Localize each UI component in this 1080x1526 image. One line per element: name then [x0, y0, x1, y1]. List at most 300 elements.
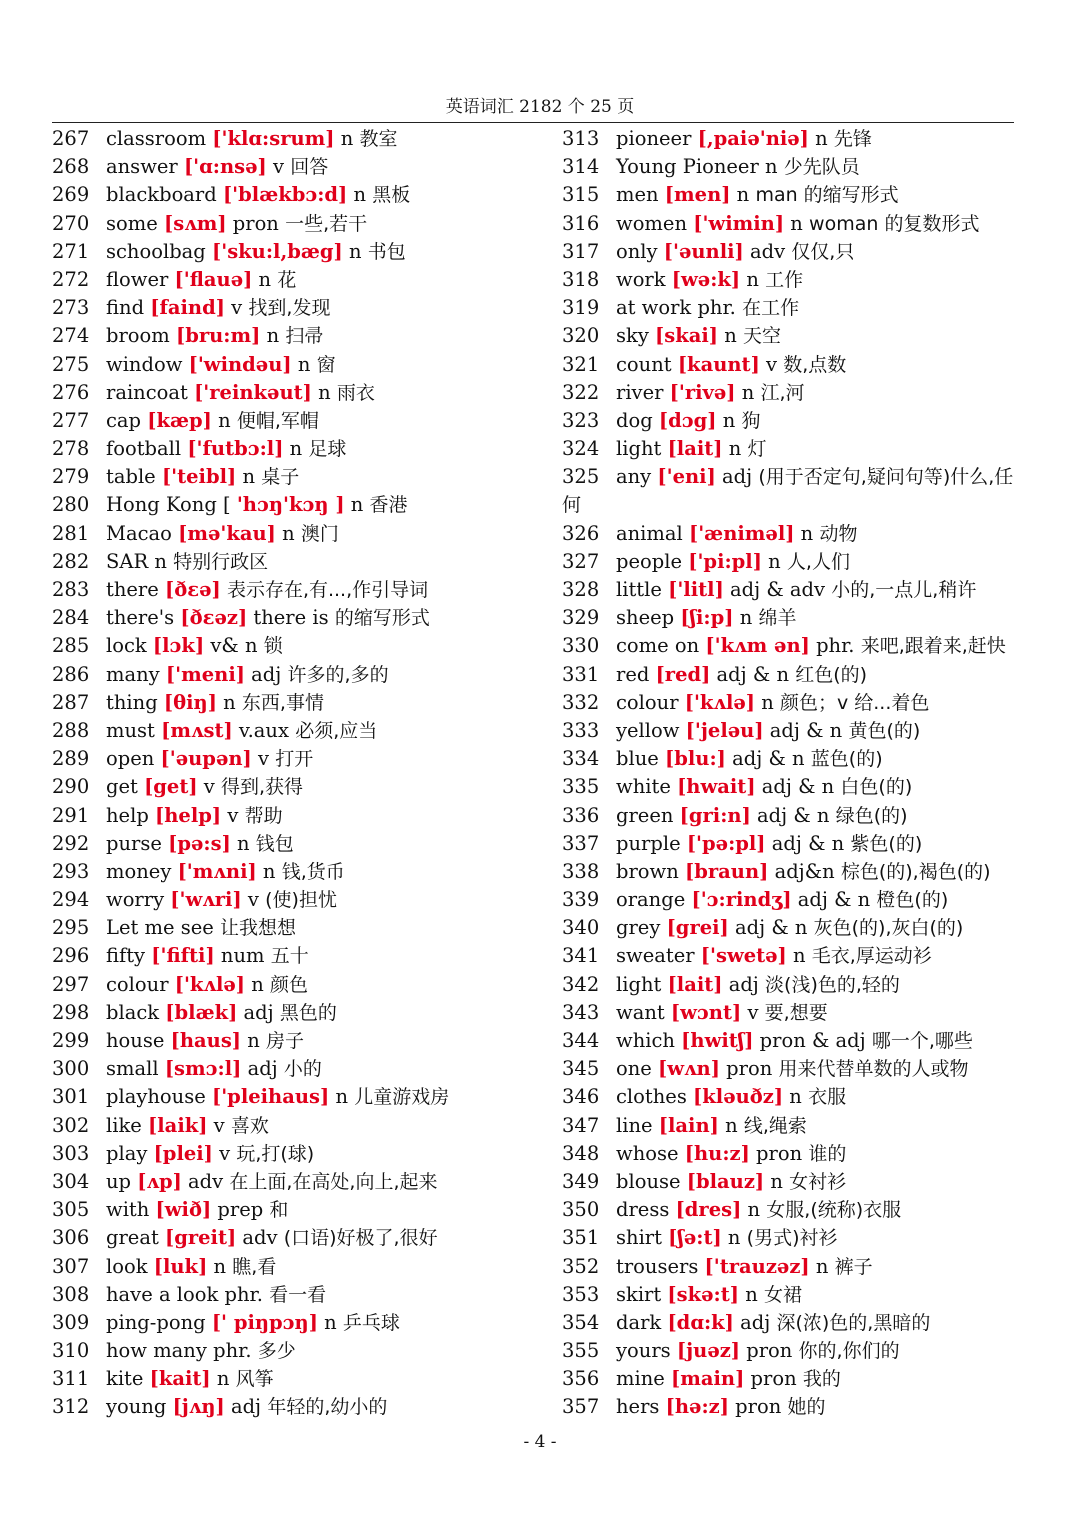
vocab-entry: [52, 1196, 507, 1224]
entry-phonetic: [kait]: [149, 1367, 211, 1391]
entry-word: sheep: [616, 606, 675, 630]
entry-phonetic: ['klɑ:srum]: [212, 127, 335, 150]
vocab-entry: [52, 210, 507, 238]
entry-meaning: 扫帚: [285, 325, 324, 348]
entry-phonetic: [mʌst]: [161, 718, 233, 742]
entry-body: [106, 1337, 507, 1365]
entry-body: [616, 322, 1017, 350]
entry-number: 332: [562, 690, 600, 714]
entry-part-of-speech: n: [223, 690, 236, 714]
entry-part-of-speech: there is: [253, 606, 329, 630]
entry-body: [616, 351, 1017, 379]
entry-phonetic: [ʃə:t]: [668, 1226, 722, 1250]
entry-number: 325: [562, 465, 600, 489]
entry-word: look: [106, 1254, 148, 1278]
entry-meaning: 天空: [743, 325, 782, 348]
entry-meaning: 书包: [367, 240, 406, 263]
vocab-entry: [52, 1393, 507, 1421]
entry-number: 349: [562, 1169, 600, 1193]
entry-number: 297: [52, 972, 90, 996]
entry-body: [616, 407, 1017, 435]
vocab-entry: [52, 745, 507, 773]
entry-word: brown: [616, 859, 679, 883]
entry-number: 269: [52, 183, 90, 207]
entry-word: small: [106, 1057, 159, 1081]
vocab-entry: [562, 548, 1017, 576]
entry-word: window: [106, 352, 183, 376]
entry-meaning: 红色(的): [795, 663, 868, 686]
entry-word: light: [616, 972, 662, 996]
entry-part-of-speech: n: [722, 408, 736, 432]
entry-body: [562, 465, 1013, 516]
entry-phonetic: ['rivə]: [669, 380, 736, 404]
entry-word: only: [616, 239, 658, 263]
entry-number: 296: [52, 944, 90, 968]
vocab-entry: [52, 604, 507, 632]
entry-number: 315: [562, 183, 600, 207]
vocab-entry: [562, 1196, 1017, 1224]
entry-meaning: 先锋: [833, 128, 872, 150]
vocab-entry: [562, 210, 1017, 238]
entry-phonetic: [hwitʃ]: [681, 1029, 754, 1053]
entry-phonetic: [faind]: [150, 296, 225, 320]
entry-part-of-speech: n: [800, 521, 814, 545]
entry-body: [616, 802, 1017, 830]
entry-body: [106, 435, 507, 463]
entry-meaning: (口语)好极了,很好: [283, 1227, 438, 1250]
entry-body: [106, 1393, 507, 1421]
entry-body: [106, 210, 507, 238]
vocab-entry: [52, 689, 507, 717]
entry-meaning: 黑板: [372, 184, 411, 207]
entry-part-of-speech: v: [219, 1141, 231, 1165]
entry-word: dress: [616, 1198, 670, 1222]
vocab-entry: [52, 773, 507, 801]
entry-part-of-speech: n: [324, 1310, 337, 1334]
entry-body: [106, 830, 507, 858]
entry-phonetic: [men]: [664, 183, 731, 207]
vocab-entry: [562, 745, 1017, 773]
entry-word: clothes: [616, 1085, 687, 1109]
vocab-entry: [562, 294, 1017, 322]
entry-number: 330: [562, 634, 600, 658]
entry-part-of-speech: adj: [728, 972, 759, 996]
entry-body: [106, 802, 507, 830]
vocab-entry: [52, 886, 507, 914]
entry-meaning: 要,想要: [764, 1001, 828, 1024]
entry-part-of-speech: pron: [232, 211, 279, 235]
entry-phonetic: [θiŋ]: [163, 690, 217, 714]
entry-part-of-speech: n: [318, 380, 331, 404]
entry-word: grey: [616, 916, 661, 940]
entry-body: [616, 886, 1017, 914]
entry-body: [106, 379, 507, 407]
entry-phonetic: [juəz]: [676, 1339, 741, 1363]
vocab-entry: [562, 1027, 1017, 1055]
entry-phonetic: [get]: [144, 775, 198, 799]
entry-meaning: 多少: [257, 1340, 296, 1363]
entry-body: [616, 999, 1017, 1027]
entry-meaning: 表示存在,有...,作引导词: [226, 579, 429, 601]
entry-number: 339: [562, 888, 600, 912]
vocab-entry: [562, 858, 1017, 886]
entry-phonetic: ['trauzəz]: [704, 1254, 810, 1278]
entry-meaning: 帮助: [244, 804, 283, 827]
vocab-entry: [52, 181, 507, 209]
entry-word: playhouse: [106, 1085, 206, 1109]
entry-part-of-speech: adj & n: [734, 916, 808, 940]
vocab-entry: [562, 1337, 1017, 1365]
entry-phonetic: [greit]: [165, 1226, 237, 1250]
vocab-entry: [562, 1168, 1017, 1196]
entry-body: [616, 1055, 1017, 1083]
entry-word: trousers: [616, 1254, 699, 1278]
entry-part-of-speech: n: [739, 606, 753, 630]
entry-body: [106, 548, 507, 576]
vocab-entry: [52, 407, 507, 435]
entry-meaning: 雨衣: [336, 381, 375, 404]
entry-number: 280: [52, 493, 90, 517]
entry-phonetic: [lait]: [667, 437, 723, 461]
vocab-entry: [562, 886, 1017, 914]
entry-number: 353: [562, 1282, 600, 1306]
vocab-entry: [562, 914, 1017, 942]
entry-meaning: 钱包: [255, 832, 294, 855]
entry-phonetic: [' piŋpɔŋ]: [211, 1310, 318, 1334]
entry-number: 341: [562, 944, 600, 968]
entry-word: yours: [616, 1339, 671, 1363]
entry-word: want: [616, 1000, 665, 1024]
entry-part-of-speech: adj: [243, 1000, 274, 1024]
entry-phonetic: ['eni]: [657, 465, 716, 489]
entry-word: at work: [616, 296, 692, 320]
entry-part-of-speech: phr.: [224, 1282, 263, 1306]
entry-meaning: 和: [269, 1199, 289, 1222]
entry-part-of-speech: n: [218, 408, 231, 432]
entry-meaning: 黑色的: [279, 1001, 337, 1024]
entry-number: 337: [562, 831, 600, 855]
entry-body: [616, 858, 1017, 886]
entry-word: colour: [106, 972, 169, 996]
vocab-entry: [52, 971, 507, 999]
entry-number: 347: [562, 1113, 600, 1137]
entry-word: any: [616, 465, 652, 489]
entry-word: animal: [616, 521, 683, 545]
entry-number: 354: [562, 1310, 600, 1334]
vocab-entry: [52, 294, 507, 322]
entry-meaning: 灯: [747, 438, 767, 461]
entry-part-of-speech: prep: [217, 1198, 264, 1222]
entry-number: 322: [562, 380, 600, 404]
entry-word: orange: [616, 888, 686, 912]
entry-meaning: 颜色: [269, 973, 308, 996]
entry-meaning: 我的: [802, 1368, 841, 1391]
entry-word: have a look: [106, 1282, 219, 1306]
entry-word: red: [616, 662, 650, 686]
entry-number: 291: [52, 803, 90, 827]
entry-word: answer: [106, 155, 178, 179]
entry-phonetic: [kæp]: [147, 408, 212, 432]
entry-number: 268: [52, 155, 90, 179]
entry-phonetic: ['wimin]: [693, 211, 785, 235]
entry-meaning: 许多的,多的: [287, 663, 389, 686]
entry-body: [616, 717, 1017, 745]
entry-phonetic: [haus]: [170, 1029, 242, 1052]
entry-meaning: 房子: [266, 1030, 305, 1052]
entry-part-of-speech: v: [203, 775, 215, 799]
entry-word: house: [106, 1029, 165, 1052]
entry-part-of-speech: n: [237, 831, 250, 855]
entry-body: [616, 1168, 1017, 1196]
vocab-entry: [52, 491, 507, 519]
entry-word: women: [616, 211, 688, 235]
entry-word: Macao: [106, 521, 172, 545]
vocab-entry: [52, 351, 507, 379]
entry-word: cap: [106, 408, 142, 432]
vocab-entry: [562, 1365, 1017, 1393]
entry-body: [106, 914, 507, 942]
entry-meaning: 得到,获得: [221, 776, 304, 799]
entry-body: [106, 1253, 507, 1281]
entry-meaning: 女衬衫: [789, 1170, 847, 1193]
entry-body: [616, 971, 1017, 999]
entry-number: 309: [52, 1310, 90, 1334]
vocab-entry: [52, 717, 507, 745]
entry-meaning: 蓝色(的): [810, 748, 883, 771]
entry-body: [106, 181, 507, 209]
entry-body: [616, 1365, 1017, 1393]
vocab-entry: [562, 1055, 1017, 1083]
vocab-entry: [52, 1140, 507, 1168]
entry-word: some: [106, 211, 158, 235]
entry-meaning: 仅仅,只: [791, 240, 855, 263]
entry-meaning: 用来代替单数的人或物: [778, 1058, 969, 1081]
entry-part-of-speech: adj & n: [757, 803, 830, 827]
entry-meaning: 便帽,军帽: [236, 409, 319, 432]
entry-part-of-speech: n: [242, 465, 255, 489]
entry-phonetic: [grei]: [666, 916, 729, 940]
vocab-entry: [562, 407, 1017, 435]
entry-meaning: 动物: [819, 522, 858, 545]
vocab-entry: [52, 858, 507, 886]
entry-part-of-speech: pron & adj: [759, 1029, 866, 1053]
entry-number: 351: [562, 1226, 600, 1250]
entry-meaning: (使)担忧: [265, 889, 337, 912]
entry-part-of-speech: adj: [740, 1310, 771, 1334]
entry-part-of-speech: n: [741, 380, 755, 404]
entry-body: [106, 1055, 507, 1083]
entry-phonetic: [smɔ:l]: [164, 1057, 242, 1081]
entry-body: [106, 463, 507, 491]
entry-phonetic: ['jeləu]: [685, 718, 764, 742]
entry-part-of-speech: v: [257, 747, 269, 771]
entry-meaning: 打开: [275, 748, 314, 771]
vocab-entry: [562, 351, 1017, 379]
entry-part-of-speech: n: [725, 1113, 738, 1137]
entry-part-of-speech: n: [262, 859, 276, 883]
entry-body: [106, 125, 507, 153]
entry-word: there's: [106, 606, 175, 630]
entry-body: [616, 1140, 1017, 1168]
entry-part-of-speech: pron: [726, 1057, 773, 1081]
entry-number: 323: [562, 408, 600, 432]
entry-phonetic: ['əupən]: [160, 747, 252, 771]
entry-word: mine: [616, 1367, 665, 1391]
entry-meaning: 人,人们: [786, 550, 850, 573]
entry-part-of-speech: n: [815, 127, 828, 150]
entry-part-of-speech: adj & n: [769, 718, 843, 742]
entry-meaning: 毛衣,厚运动衫: [811, 945, 932, 968]
entry-word: football: [106, 437, 182, 461]
vocab-entry: [52, 463, 507, 491]
entry-part-of-speech: phr.: [816, 634, 855, 658]
entry-body: [616, 914, 1017, 942]
entry-part-of-speech: adj: [230, 1395, 262, 1419]
entry-number: 357: [562, 1395, 600, 1419]
vocab-entry: [52, 1281, 507, 1309]
entry-phonetic: [luk]: [153, 1254, 208, 1278]
entry-phonetic: [lait]: [667, 972, 723, 996]
entry-word: help: [106, 803, 149, 827]
entry-body: [616, 942, 1017, 970]
entry-word: which: [616, 1029, 675, 1053]
vocab-entry: [562, 181, 1017, 209]
entry-body: [106, 773, 507, 801]
vocab-entry: [562, 1281, 1017, 1309]
entry-part-of-speech: n: [289, 437, 303, 461]
entry-part-of-speech: adv: [188, 1169, 224, 1193]
entry-word: play: [106, 1141, 148, 1165]
entry-part-of-speech: n: [727, 1226, 741, 1250]
vocab-entry: [52, 520, 507, 548]
entry-part-of-speech: phr.: [697, 296, 736, 320]
entry-meaning: 乒乓球: [342, 1311, 400, 1334]
entry-word: hers: [616, 1395, 660, 1419]
entry-meaning: 澳门: [300, 522, 339, 545]
entry-word: count: [616, 352, 672, 376]
entry-meaning: (男式)衬衫: [746, 1227, 838, 1250]
vocab-entry: [562, 971, 1017, 999]
entry-word: there: [106, 578, 159, 601]
entry-word: colour: [616, 690, 679, 714]
entry-body: [616, 548, 1017, 576]
entry-meaning: 裤子: [834, 1255, 873, 1278]
entry-number: 278: [52, 437, 90, 461]
entry-part-of-speech: n: [266, 324, 280, 348]
entry-word: ping-pong: [106, 1310, 206, 1334]
entry-meaning: 桌子: [261, 466, 300, 489]
entry-phonetic: ['ɔ:rindʒ]: [691, 888, 792, 912]
entry-number: 286: [52, 662, 90, 686]
entry-number: 340: [562, 916, 600, 940]
entry-word: up: [106, 1169, 132, 1193]
entry-word: Young Pioneer: [616, 155, 759, 179]
entry-number: 334: [562, 747, 600, 771]
entry-part-of-speech: n: [792, 944, 806, 968]
entry-number: 313: [562, 127, 600, 150]
entry-body: [106, 632, 507, 660]
entry-part-of-speech: phr.: [213, 1339, 252, 1363]
entry-number: 317: [562, 239, 600, 263]
entry-meaning: 教室: [359, 128, 398, 150]
entry-body: [616, 830, 1017, 858]
entry-word: with: [106, 1198, 150, 1222]
entry-meaning: 的缩写形式: [334, 607, 430, 630]
entry-phonetic: ['sku:l,bæg]: [212, 239, 343, 263]
entry-body: [616, 294, 1017, 322]
entry-body: [106, 520, 507, 548]
vocab-entry: [52, 1027, 507, 1055]
entry-phonetic: ['flauə]: [174, 267, 253, 291]
entry-part-of-speech: n: [353, 183, 367, 207]
entry-part-of-speech: n: [340, 127, 354, 150]
entry-phonetic: [lɔk]: [152, 634, 205, 658]
entry-meaning: 儿童游戏房: [354, 1086, 450, 1109]
entry-word: river: [616, 380, 664, 404]
entry-word: blouse: [616, 1169, 681, 1193]
entry-body: [106, 1027, 507, 1055]
entry-body: [616, 1281, 1017, 1309]
entry-part-of-speech: n: [258, 267, 272, 291]
entry-body: [616, 1309, 1017, 1337]
entry-number: 327: [562, 549, 600, 573]
entry-number: 284: [52, 606, 90, 630]
entry-number: 281: [52, 521, 90, 545]
entry-number: 331: [562, 662, 600, 686]
vocab-entry: [52, 830, 507, 858]
entry-phonetic: [dɔg]: [658, 408, 717, 432]
entry-phonetic: [sʌm]: [163, 211, 227, 235]
entry-body: [616, 210, 1017, 238]
entry-meaning: 喜欢: [230, 1114, 269, 1137]
entry-body: [616, 1253, 1017, 1281]
entry-word: find: [106, 296, 145, 320]
entry-number: 288: [52, 718, 90, 742]
entry-phonetic: [hə:z]: [665, 1395, 729, 1419]
entry-phonetic: ['wʌri]: [170, 888, 242, 912]
entry-phonetic: [lain]: [658, 1113, 719, 1137]
entry-number: 271: [52, 239, 90, 263]
entry-body: [106, 1281, 507, 1309]
entry-meaning: 江,河: [760, 381, 805, 404]
vocab-entry: [562, 604, 1017, 632]
entry-meaning: 小的,一点儿,稍许: [831, 579, 977, 602]
vocab-entry: [52, 1083, 507, 1111]
entry-number: 301: [52, 1085, 90, 1109]
entry-number: 345: [562, 1057, 600, 1081]
vocab-entry: [52, 999, 507, 1027]
entry-phonetic: [ʌp]: [137, 1169, 182, 1193]
entry-number: 342: [562, 972, 600, 996]
entry-part-of-speech: n: [348, 239, 362, 263]
entry-word: shirt: [616, 1226, 662, 1250]
entry-phonetic: [dres]: [675, 1198, 742, 1222]
entry-part-of-speech: adj & n: [797, 888, 871, 912]
entry-meaning: 锁: [263, 635, 283, 658]
entry-body: [106, 745, 507, 773]
entry-phonetic: [,paiə'niə]: [697, 127, 809, 150]
entry-phonetic: ['əunli]: [663, 239, 744, 263]
vocab-entry: [562, 999, 1017, 1027]
entry-part-of-speech: pron: [746, 1339, 793, 1363]
entry-part-of-speech: n: [747, 1198, 761, 1222]
entry-meaning: 狗: [741, 409, 761, 432]
entry-number: 329: [562, 606, 600, 630]
entry-word: come on: [616, 634, 700, 658]
entry-meaning: 绵羊: [758, 607, 797, 630]
entry-meaning: 来吧,跟着来,赶快: [860, 635, 1006, 658]
vocab-entry: [52, 153, 507, 181]
